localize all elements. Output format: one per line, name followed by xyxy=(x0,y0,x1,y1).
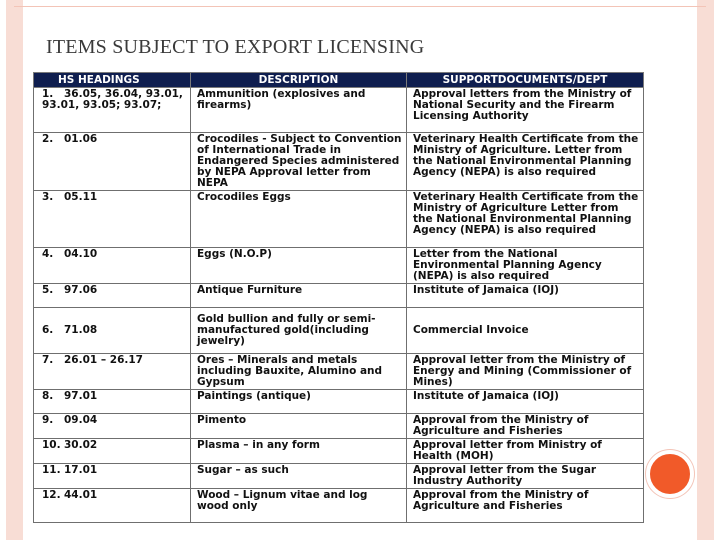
documents-cell: Institute of Jamaica (IOJ) xyxy=(407,390,644,414)
hs-code: 05.11 xyxy=(64,191,98,203)
documents-cell: Approval letters from the Ministry of National Security and the Firearm Licensing Authority xyxy=(407,88,644,133)
row-number: 7. xyxy=(42,354,54,366)
row-number: 6. xyxy=(42,324,54,336)
table-row xyxy=(34,133,644,191)
table-row xyxy=(34,284,644,308)
export-licensing-table xyxy=(33,72,644,523)
header-description: DESCRIPTION xyxy=(191,73,407,88)
hs-cell xyxy=(34,88,191,133)
row-number: 11. xyxy=(42,464,61,476)
documents-cell: Institute of Jamaica (IOJ) xyxy=(407,284,644,308)
table-header-row xyxy=(34,73,644,88)
hs-code: 36.05, 36.04, 93.01, 93.01, 93.05; 93.07; xyxy=(42,88,183,111)
row-number: 8. xyxy=(42,390,54,402)
hs-cell xyxy=(34,489,191,523)
hs-code: 04.10 xyxy=(64,248,98,260)
decorative-circle xyxy=(646,450,694,498)
hs-cell xyxy=(34,133,191,191)
table-row xyxy=(34,308,644,354)
description-cell: Paintings (antique) xyxy=(191,390,407,414)
documents-cell: Approval from the Ministry of Agriculture and Fisheries xyxy=(407,414,644,439)
hs-code: 44.01 xyxy=(64,489,98,501)
documents-cell: Approval letter from the Sugar Industry Authority xyxy=(407,464,644,489)
slide-title: ITEMS SUBJECT TO EXPORT LICENSING xyxy=(46,36,425,58)
table-row xyxy=(34,390,644,414)
hs-code: 97.01 xyxy=(64,390,98,402)
table-row xyxy=(34,414,644,439)
hs-cell xyxy=(34,354,191,390)
table-row xyxy=(34,464,644,489)
slide-frame-top-line xyxy=(14,6,706,7)
description-cell: Pimento xyxy=(191,414,407,439)
description-cell: Eggs (N.O.P) xyxy=(191,248,407,284)
hs-cell xyxy=(34,308,191,354)
row-number: 3. xyxy=(42,191,54,203)
table-row xyxy=(34,439,644,464)
table-row xyxy=(34,248,644,284)
description-cell: Plasma – in any form xyxy=(191,439,407,464)
description-cell: Gold bullion and fully or semi-manufactured gold(including jewelry) xyxy=(191,308,407,354)
table-row xyxy=(34,354,644,390)
documents-cell: Approval letter from Ministry of Health (MOH) xyxy=(407,439,644,464)
row-number: 5. xyxy=(42,284,54,296)
hs-cell xyxy=(34,464,191,489)
row-number: 10. xyxy=(42,439,61,451)
slide-frame-left xyxy=(6,0,23,540)
documents-cell: Veterinary Health Certificate from the Ministry of Agriculture Letter from the National Environmental Planning Agency (NEPA) is also required xyxy=(407,191,644,248)
row-number: 1. xyxy=(42,88,54,100)
description-cell: Crocodiles - Subject to Convention of International Trade in Endangered Species administered by NEPA Approval letter from NEPA xyxy=(191,133,407,191)
hs-code: 97.06 xyxy=(64,284,98,296)
row-number: 4. xyxy=(42,248,54,260)
header-hs-headings: HS HEADINGS xyxy=(34,73,191,88)
documents-cell: Veterinary Health Certificate from the Ministry of Agriculture. Letter from the National Environmental Planning Agency (NEPA) is also required xyxy=(407,133,644,191)
hs-code: 17.01 xyxy=(64,464,98,476)
row-number: 12. xyxy=(42,489,61,501)
hs-cell xyxy=(34,390,191,414)
hs-cell xyxy=(34,284,191,308)
description-cell: Antique Furniture xyxy=(191,284,407,308)
description-cell: Ores – Minerals and metals including Bauxite, Alumino and Gypsum xyxy=(191,354,407,390)
documents-cell: Approval letter from the Ministry of Energy and Mining (Commissioner of Mines) xyxy=(407,354,644,390)
description-cell: Crocodiles Eggs xyxy=(191,191,407,248)
header-support-documents: SUPPORTDOCUMENTS/DEPT xyxy=(407,73,644,88)
table-row xyxy=(34,191,644,248)
hs-cell xyxy=(34,414,191,439)
hs-cell xyxy=(34,439,191,464)
hs-cell xyxy=(34,191,191,248)
slide-frame-right xyxy=(697,0,714,540)
hs-code: 09.04 xyxy=(64,414,98,426)
row-number: 9. xyxy=(42,414,54,426)
documents-cell: Commercial Invoice xyxy=(407,308,644,354)
row-number: 2. xyxy=(42,133,54,145)
description-cell: Wood – Lignum vitae and log wood only xyxy=(191,489,407,523)
description-cell: Sugar – as such xyxy=(191,464,407,489)
hs-code: 30.02 xyxy=(64,439,98,451)
table-row xyxy=(34,88,644,133)
description-cell: Ammunition (explosives and firearms) xyxy=(191,88,407,133)
hs-code: 71.08 xyxy=(64,324,98,336)
hs-code: 26.01 – 26.17 xyxy=(64,354,143,366)
hs-code: 01.06 xyxy=(64,133,98,145)
documents-cell: Letter from the National Environmental Planning Agency (NEPA) is also required xyxy=(407,248,644,284)
table-row xyxy=(34,489,644,523)
documents-cell: Approval from the Ministry of Agriculture and Fisheries xyxy=(407,489,644,523)
hs-cell xyxy=(34,248,191,284)
